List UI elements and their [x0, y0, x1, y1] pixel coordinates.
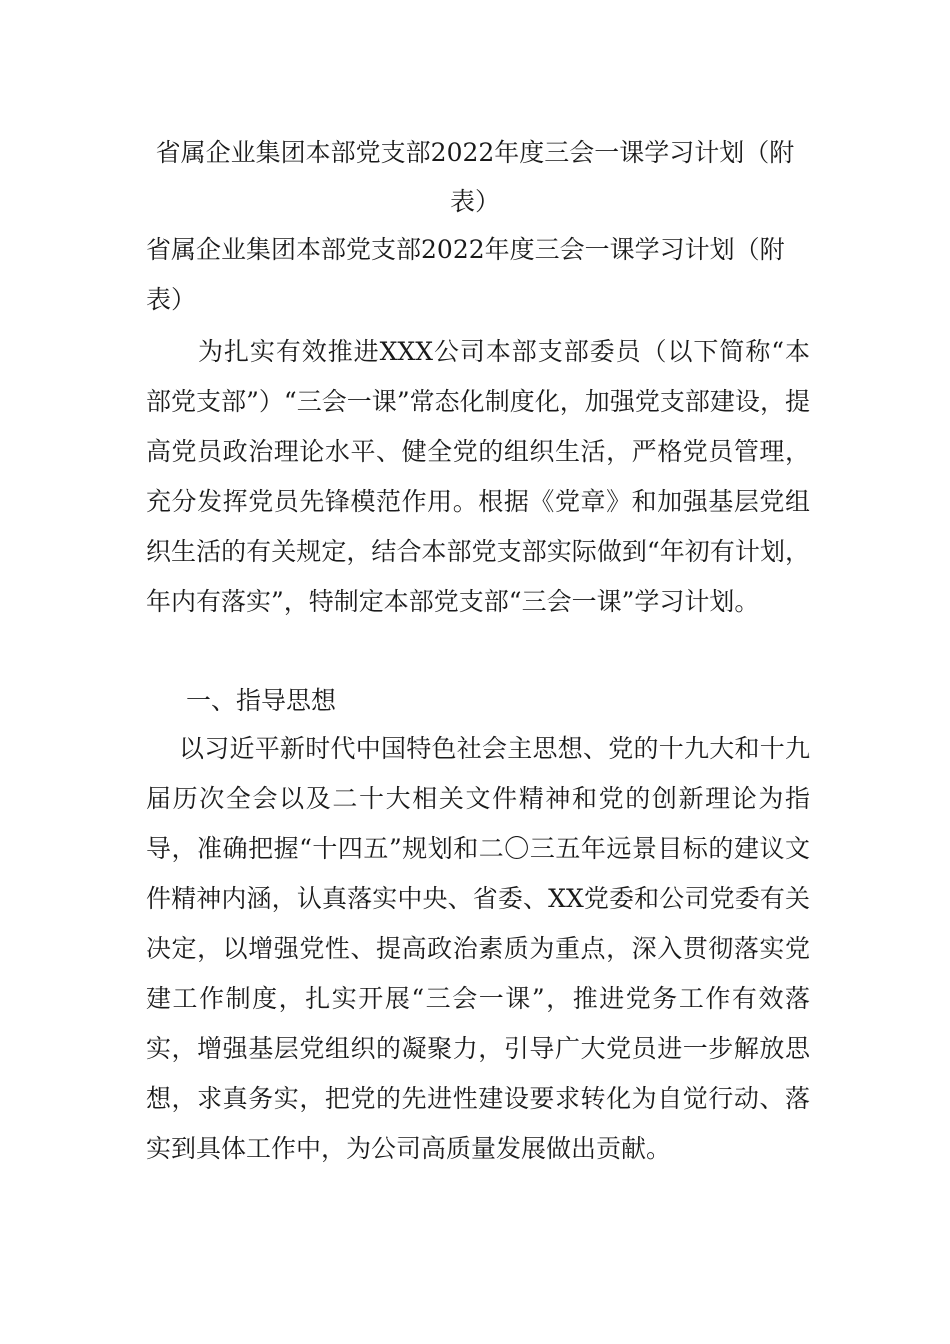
intro-paragraph: 为扎实有效推进XXX公司本部支部委员（以下简称“本部党支部”）“三会一课”常态化制度化，加强党支部建设，提高党员政治理论水平、健全党的组织生活，严格党员管理，充分发挥党员先锋模范作用。根据《党章》和加强基层党组织生活的有关规定，结合本部党支部实际做到“年初有计划，年内有落实”，特制定本部党支部“三会一课”学习计划。 — [146, 337, 810, 616]
section-heading-guiding-thought: 一、指导思想 — [186, 686, 337, 715]
document-title: 省属企业集团本部党支部2022年度三会一课学习计划（附表） — [155, 138, 795, 216]
guiding-thought-paragraph: 以习近平新时代中国特色社会主思想、党的十九大和十九届历次全会以及二十大相关文件精神和党的创新理论为指导，准确把握“十四五”规划和二〇三五年远景目标的建议文件精神内涵，认真落实中央、省委、XX党委和公司党委有关决定，以增强党性、提高政治素质为重点，深入贯彻落实党建工作制度，扎实开展“三会一课”，推进党务工作有效落实，增强基层党组织的凝聚力，引导广大党员进一步解放思想，求真务实，把党的先进性建设要求转化为自觉行动、落实到具体工作中，为公司高质量发展做出贡献。 — [146, 734, 810, 1163]
document-subtitle: 省属企业集团本部党支部2022年度三会一课学习计划（附表） — [146, 235, 785, 314]
